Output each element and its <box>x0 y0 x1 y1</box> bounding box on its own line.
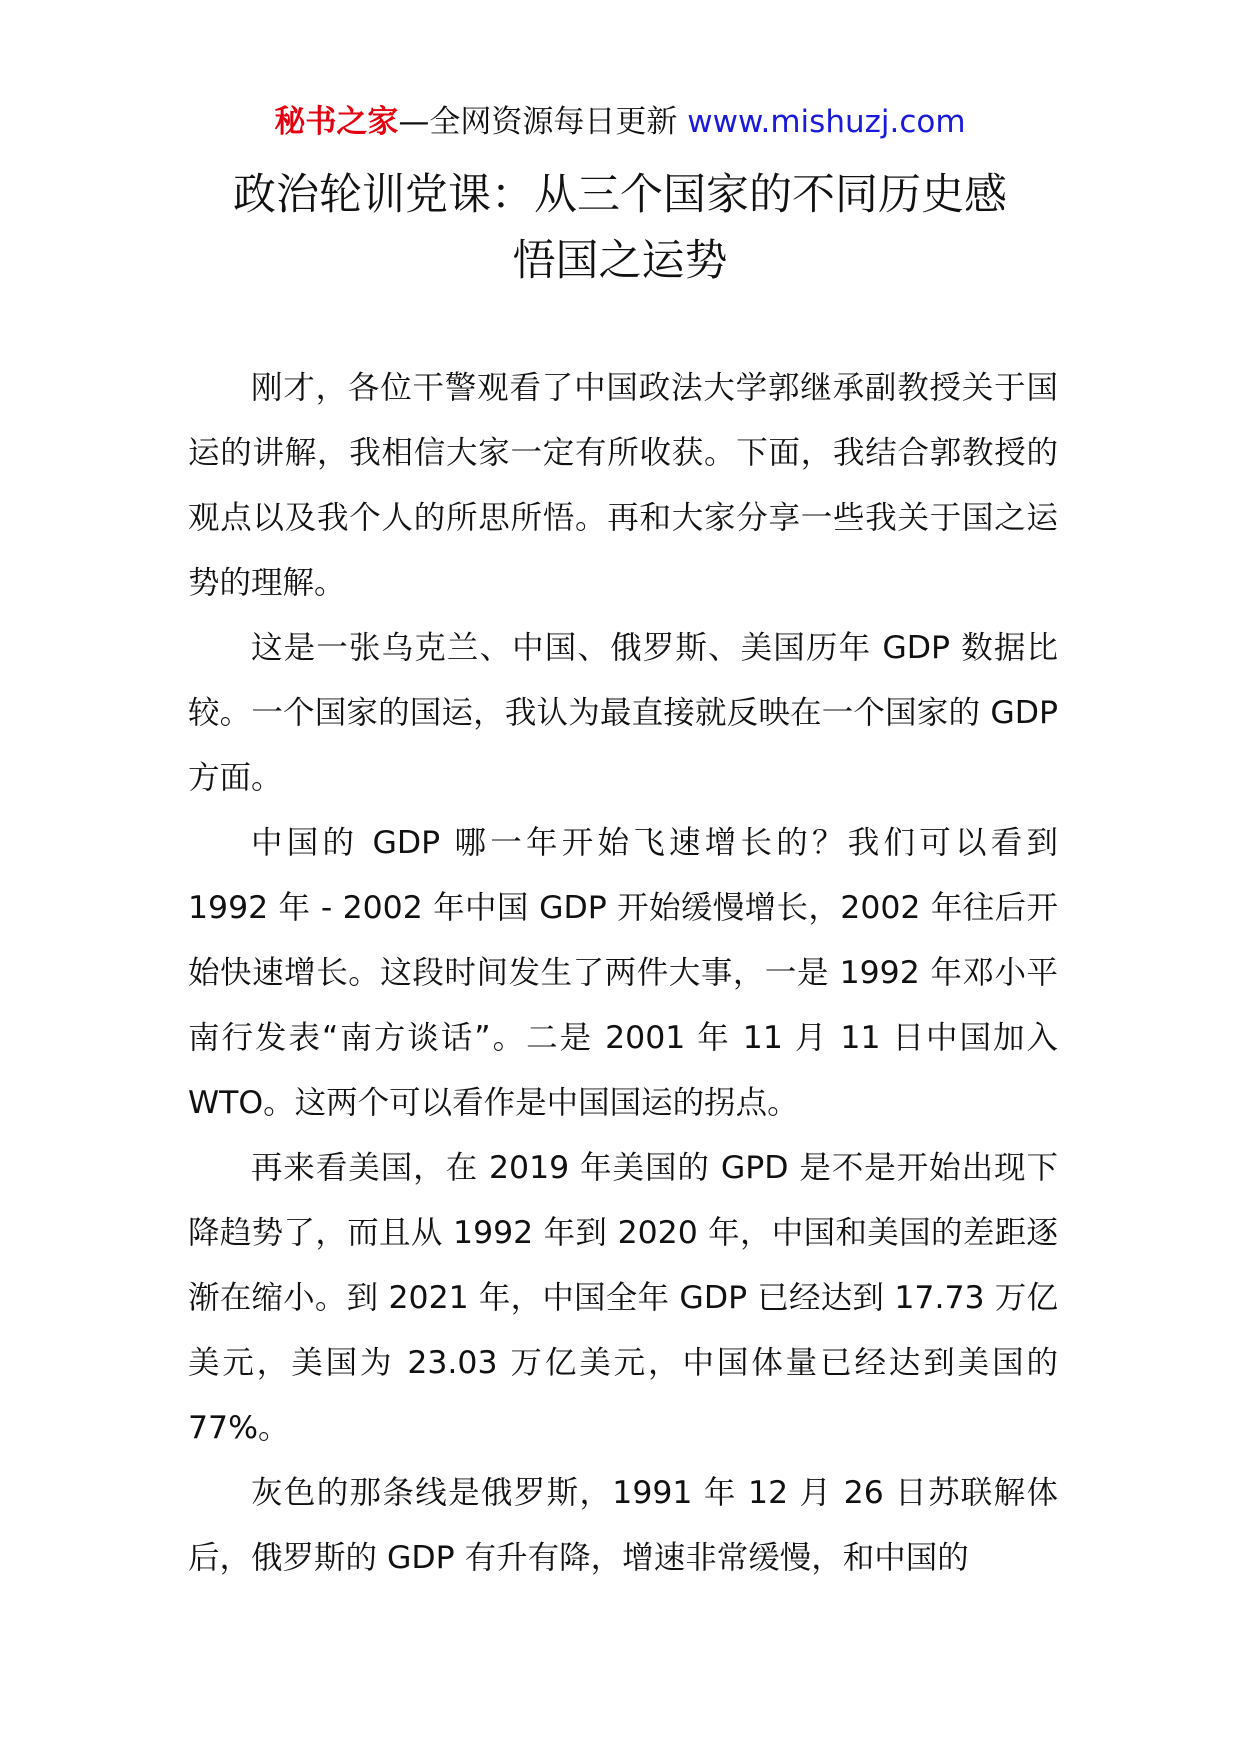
title-line-2: 悟国之运势 <box>512 236 728 286</box>
brand-name: 秘书之家 <box>274 104 399 140</box>
paragraph: 灰色的那条线是俄罗斯，1991 年 12 月 26 日苏联解体后，俄罗斯的 GDP 有升有降，增速非常缓慢，和中国的 <box>188 1475 1058 1576</box>
document-body <box>188 356 1058 1591</box>
paragraph: 中国的 GDP 哪一年开始飞速增长的？我们可以看到 1992 年 - 2002 年中国 GDP 开始缓慢增长，2002 年往后开始快速增长。这段时间发生了两件大事，一是 1992 年邓小平南行发表“南方谈话”。二是 2001 年 11 月 11 日中国加入 WTO。这两个可以看作是中国国运的拐点。 <box>188 825 1058 1121</box>
document-title <box>180 162 1060 294</box>
paragraph: 再来看美国，在 2019 年美国的 GPD 是不是开始出现下降趋势了，而且从 1992 年到 2020 年，中国和美国的差距逐渐在缩小。到 2021 年，中国全年 GDP 已经达到 17.73 万亿美元，美国为 23.03 万亿美元，中国体量已经达到美国的 77%。 <box>188 1150 1058 1446</box>
site-url-link[interactable]: www.mishuzj.com <box>687 104 966 140</box>
title-line-1: 政治轮训党课：从三个国家的不同历史感 <box>233 170 1007 220</box>
paragraph: 这是一张乌克兰、中国、俄罗斯、美国历年 GDP 数据比较。一个国家的国运，我认为最直接就反映在一个国家的 GDP 方面。 <box>188 630 1058 796</box>
site-header <box>0 100 1240 144</box>
header-slogan: —全网资源每日更新 <box>398 104 678 140</box>
paragraph: 刚才，各位干警观看了中国政法大学郭继承副教授关于国运的讲解，我相信大家一定有所收获。下面，我结合郭教授的观点以及我个人的所思所悟。再和大家分享一些我关于国之运势的理解。 <box>188 370 1058 601</box>
